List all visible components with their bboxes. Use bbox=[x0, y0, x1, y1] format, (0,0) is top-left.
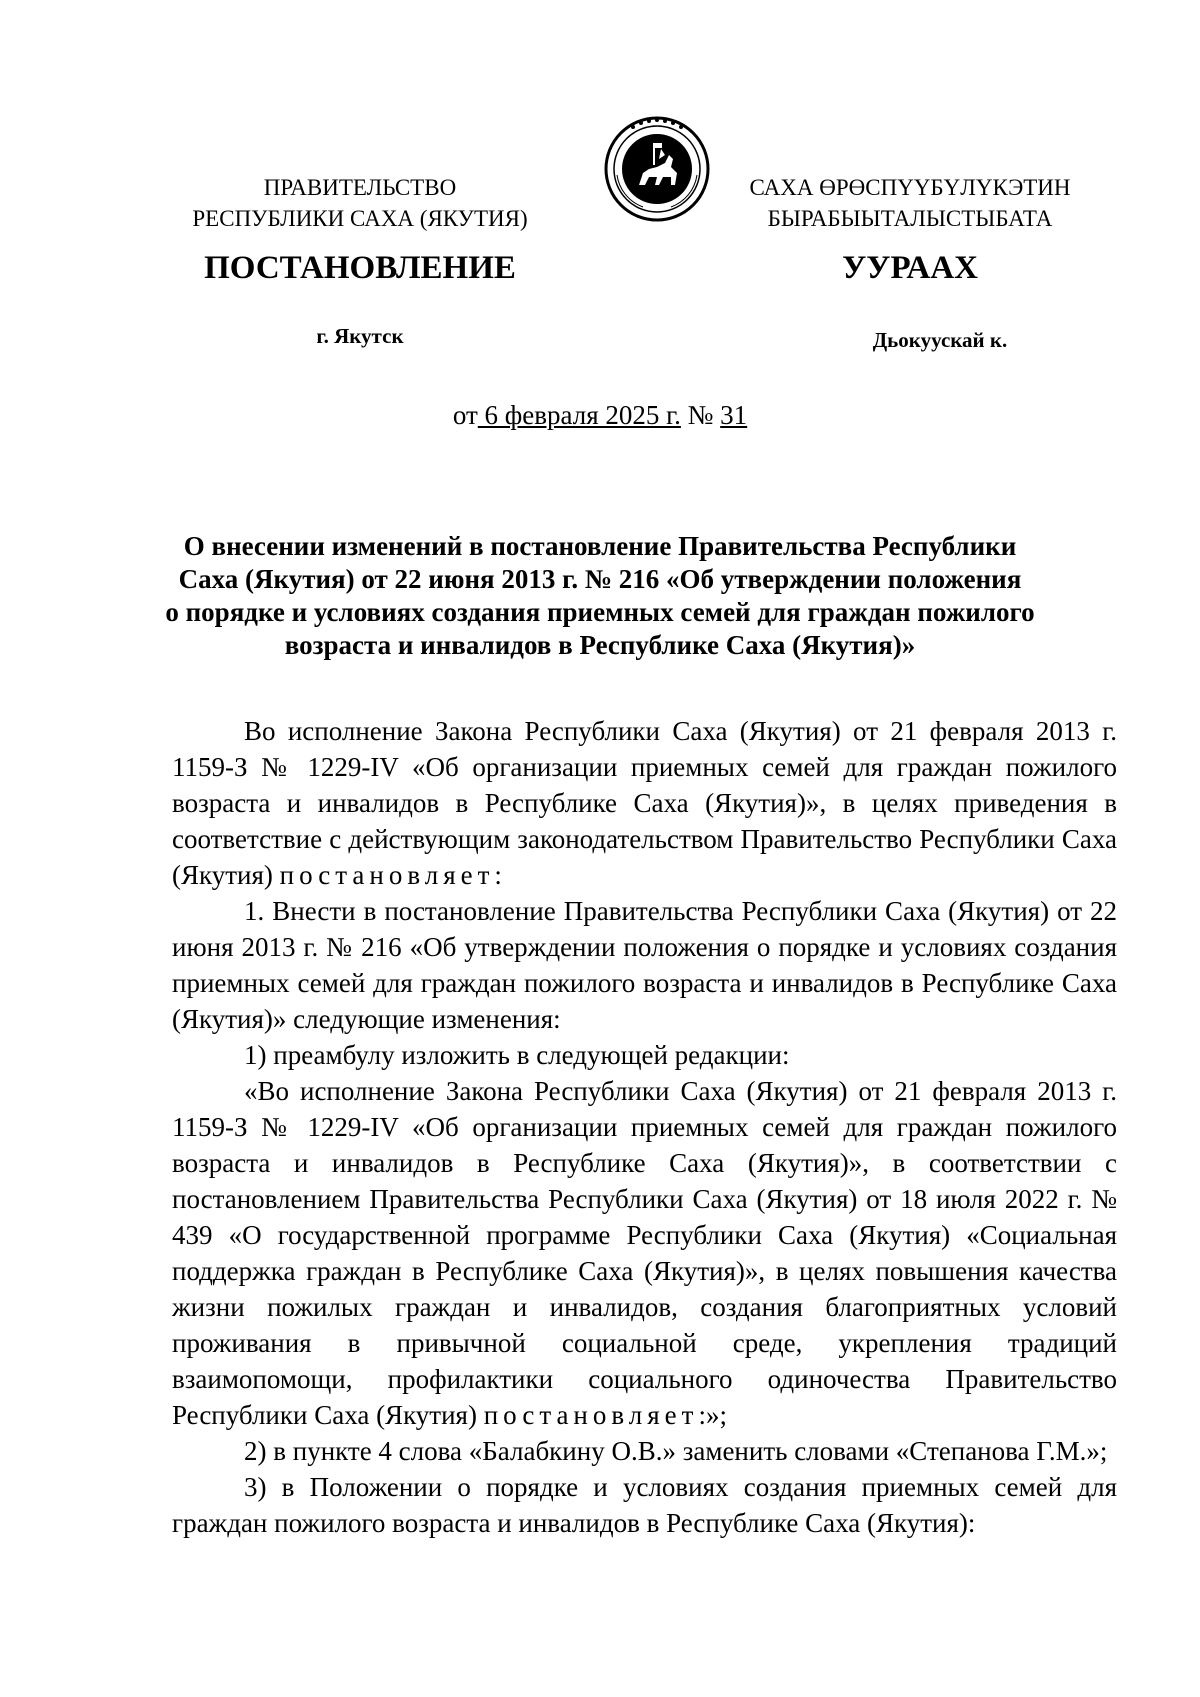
paragraph-text: «Во исполнение Закона Республики Саха (Якутия) от 21 февраля 2013 г. 1159-З № 1229-IV «Об организации приемных семей для граждан пожилого возраста и инвалидов в Республике Саха (Якутия)», в соответствии с постановлением Правительства Республики Саха (Якутия) от 18 июля 2022 г. № 439 «О государственной программе Республики Саха (Якутия) «Социальная поддержка граждан в Республике Саха (Якутия)», в целях повышения качества жизни пожилых граждан и инвалидов, создания благоприятных условий проживания в привычной социальной среде, укрепления традиций взаимопомощи, профилактики социального одиночества Правительство Республики Саха (Якутия) bbox=[172, 1076, 1117, 1430]
body-paragraph: 1. Внести в постановление Правительства Республики Саха (Якутия) от 22 июня 2013 г. № 216 «Об утверждении положения о порядке и условиях создания приемных семей для граждан пожилого возраста и инвалидов в Республике Саха (Якутия)» следующие изменения: bbox=[172, 896, 1117, 1034]
city-sah: Дьокуускай к. bbox=[872, 328, 1008, 352]
issuer-ru bbox=[170, 172, 550, 234]
document-title-line: О внесении изменений в постановление Правительства Республики bbox=[183, 531, 1017, 561]
body-paragraph: 3) в Положении о порядке и условиях создания приемных семей для граждан пожилого возраста и инвалидов в Республике Саха (Якутия): bbox=[172, 1472, 1117, 1538]
body-paragraph bbox=[172, 1073, 1117, 1433]
issuer-sah bbox=[730, 172, 1090, 234]
issuer-ru-line2: РЕСПУБЛИКИ САХА (ЯКУТИЯ) bbox=[192, 206, 528, 231]
issuer-ru-line1: ПРАВИТЕЛЬСТВО bbox=[263, 175, 457, 200]
body-paragraph: 1) преамбулу изложить в следующей редакции: bbox=[244, 1040, 790, 1070]
issuer-sah-line2: БЫРАБЫЫТАЛЫСТЫБАТА bbox=[767, 206, 1053, 231]
date-prefix: от bbox=[452, 400, 478, 430]
date-number-line bbox=[300, 400, 900, 431]
document-title-line: возраста и инвалидов в Республике Саха (Якутия)» bbox=[284, 630, 916, 660]
body-paragraph bbox=[172, 713, 1117, 893]
city-ru: г. Якутск bbox=[316, 324, 404, 348]
document-number: 31 bbox=[720, 400, 748, 430]
body-paragraph: 2) в пункте 4 слова «Балабкину О.В.» заменить словами «Степанова Г.М.»; bbox=[244, 1436, 1108, 1466]
doc-type-sah: УУРААХ bbox=[842, 250, 978, 286]
document-date: 6 февраля 2025 г. bbox=[477, 400, 681, 430]
spaced-word: постановляет bbox=[279, 860, 495, 890]
issuer-sah-line1: САХА ӨРӨСПҮҮБҮЛҮКЭТИН bbox=[749, 175, 1071, 200]
document-body bbox=[172, 713, 1117, 1541]
document-title-line: о порядке и условиях создания приемных семей для граждан пожилого bbox=[165, 597, 1035, 627]
doc-type-ru: ПОСТАНОВЛЕНИЕ bbox=[204, 250, 516, 286]
paragraph-end: :»; bbox=[698, 1400, 727, 1430]
paragraph-end: : bbox=[494, 860, 502, 890]
number-sign: № bbox=[680, 400, 721, 430]
document-title-line: Саха (Якутия) от 22 июня 2013 г. № 216 «Об утверждении положения bbox=[178, 564, 1022, 594]
coat-of-arms-icon bbox=[603, 115, 711, 223]
document-title bbox=[150, 530, 1050, 662]
spaced-word: постановляет bbox=[483, 1400, 699, 1430]
paragraph-text: Во исполнение Закона Республики Саха (Якутия) от 21 февраля 2013 г. 1159-З № 1229-IV «Об организации приемных семей для граждан пожилого возраста и инвалидов в Республике Саха (Якутия)», в целях приведения в соответствие с действующим законодательством Правительство Республики Саха (Якутия) bbox=[172, 716, 1117, 890]
